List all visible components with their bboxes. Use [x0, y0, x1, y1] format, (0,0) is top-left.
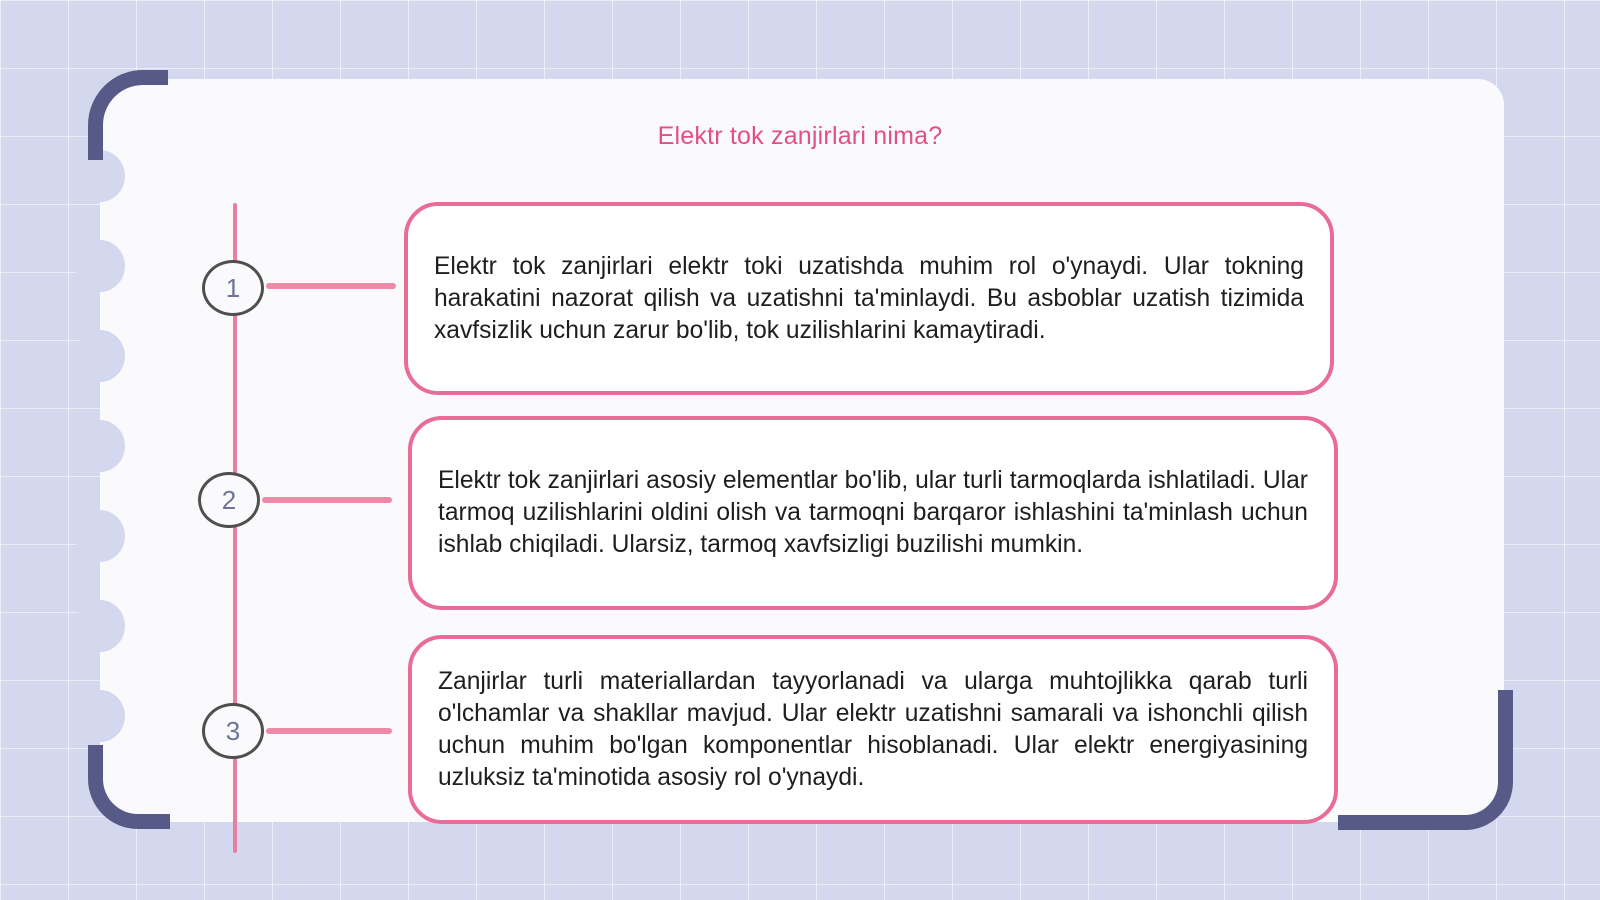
- paper-scallop: [75, 330, 125, 382]
- timeline-connector: [266, 283, 396, 289]
- paper-scallop: [75, 420, 125, 472]
- timeline-connector: [266, 728, 392, 734]
- step-number: 2: [221, 484, 237, 515]
- step-card: [408, 635, 1338, 824]
- frame-corner-bottom-right: [1338, 690, 1513, 830]
- step-text: Elektr tok zanjirlari elektr toki uzatishda muhim rol o'ynaydi. Ular tokning harakatini nazorat qilish va uzatishni ta'minlaydi. Bu asboblar uzatish tizimida xavfsizlik uchun zarur bo'lib, tok uzilishlarini kamaytiradi.: [434, 252, 1304, 344]
- paper-scallop: [75, 690, 125, 742]
- paper-scallop: [75, 600, 125, 652]
- frame-corner-bottom-left: [88, 745, 170, 829]
- step-text: Zanjirlar turli materiallardan tayyorlanadi va ularga muhtojlikka qarab turli o'lchamlar va shakllar mavjud. Ular elektr uzatishni samarali va ishonchli qilish uchun muhim bo'lgan komponentlar hisoblanadi. Ular elektr energiyasining uzluksiz ta'minotida asosiy rol o'ynaydi.: [438, 667, 1308, 791]
- step-number-badge: [198, 472, 260, 528]
- paper-scallop: [75, 510, 125, 562]
- step-number: 1: [225, 272, 241, 303]
- frame-corner-top-left: [88, 70, 168, 160]
- step-number-badge: [202, 703, 264, 759]
- paper-scallop: [75, 240, 125, 292]
- step-text: Elektr tok zanjirlari asosiy elementlar bo'lib, ular turli tarmoqlarda ishlatiladi. Ular tarmoq uzilishlarini oldini olish va tarmoqni barqaror ishlashini ta'minlash uchun ishlab chiqiladi. Ularsiz, tarmoq xavfsizligi buzilishi mumkin.: [438, 467, 1308, 558]
- slide-title: Elektr tok zanjirlari nima?: [657, 122, 943, 150]
- step-number-badge: [202, 260, 264, 316]
- timeline-connector: [262, 497, 392, 503]
- step-card: [408, 416, 1338, 610]
- step-number: 3: [225, 715, 241, 746]
- step-card: [404, 202, 1334, 395]
